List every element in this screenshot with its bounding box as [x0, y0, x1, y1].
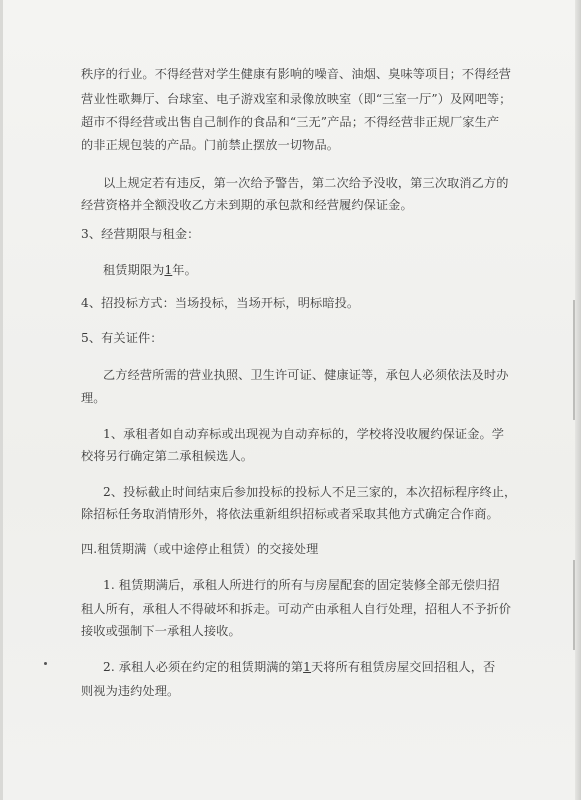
return-deadline-suffix: 天将所有租赁房屋交回招租人，否	[310, 660, 496, 674]
paragraph-5-line-1: 乙方经营所需的营业执照、卫生许可证、健康证等，承包人必须依法及时办	[103, 368, 509, 382]
paragraph-6-line-2: 校将另行确定第二承租候选人。	[81, 449, 254, 463]
lease-term-suffix: 年。	[172, 263, 197, 277]
section-four-heading: 四.租赁期满（或中途停止租赁）的交接处理	[81, 542, 319, 556]
paragraph-5-line-2: 理。	[81, 391, 106, 405]
lease-term-line	[103, 262, 197, 278]
return-deadline-prefix: 2. 承租人必须在约定的租赁期满的第	[103, 660, 304, 674]
paragraph-8-line-1: 1. 租赁期满后，承租人所进行的所有与房屋配套的固定装修全部无偿归招	[103, 578, 500, 592]
paragraph-8-line-3: 接收或强制下一承租人接收。	[81, 624, 241, 638]
paragraph-7-line-1: 2、投标截止时间结束后参加投标的投标人不足三家的，本次招标程序终止，	[103, 485, 517, 499]
paragraph-9-line-1	[103, 659, 495, 675]
paragraph-9-line-2: 则视为违约处理。	[81, 684, 180, 698]
paragraph-7-line-2: 除招标任务取消情形外，将依法重新组织招标或者采取其他方式确定合作商。	[81, 507, 499, 521]
scan-edge-right	[575, 0, 581, 800]
section-3-heading: 3、经营期限与租金：	[81, 227, 200, 241]
paragraph-2-line-1: 以上规定若有违反，第一次给予警告，第二次给予没收，第三次取消乙方的	[103, 176, 509, 190]
paragraph-1-line-1: 秩序的行业。不得经营对学生健康有影响的噪音、油烟、臭味等项目；不得经营	[81, 67, 512, 81]
paragraph-1-line-3: 超市不得经营或出售自己制作的食品和“三无”产品；不得经营非正规厂家生产	[81, 115, 500, 129]
paragraph-6-line-1: 1、承租者如自动弃标或出现视为自动弃标的，学校将没收履约保证金。学	[103, 427, 505, 441]
scan-shadow	[573, 560, 575, 650]
section-5-heading: 5、有关证件：	[81, 331, 163, 345]
paragraph-1-line-4: 的非正规包装的产品。门前禁止摆放一切物品。	[81, 138, 340, 152]
paragraph-1-line-2: 营业性歌舞厅、台球室、电子游戏室和录像放映室（即“三室一厅”）及网吧等；	[81, 92, 512, 106]
scan-edge-left	[0, 0, 3, 800]
lease-term-value: 1	[164, 263, 173, 277]
paragraph-2-line-2: 经营资格并全额没收乙方未到期的承包款和经营履约保证金。	[81, 198, 413, 212]
section-4-heading: 4、招投标方式：当场投标，当场开标，明标暗投。	[81, 296, 360, 310]
return-deadline-value: 1	[303, 660, 311, 674]
paragraph-8-line-2: 租人所有，承租人不得破坏和拆走。可动产由承租人自行处理，招租人不予折价	[81, 602, 512, 616]
lease-term-prefix: 租赁期限为	[103, 263, 165, 277]
scan-shadow	[573, 300, 575, 420]
scan-speck	[44, 662, 47, 665]
